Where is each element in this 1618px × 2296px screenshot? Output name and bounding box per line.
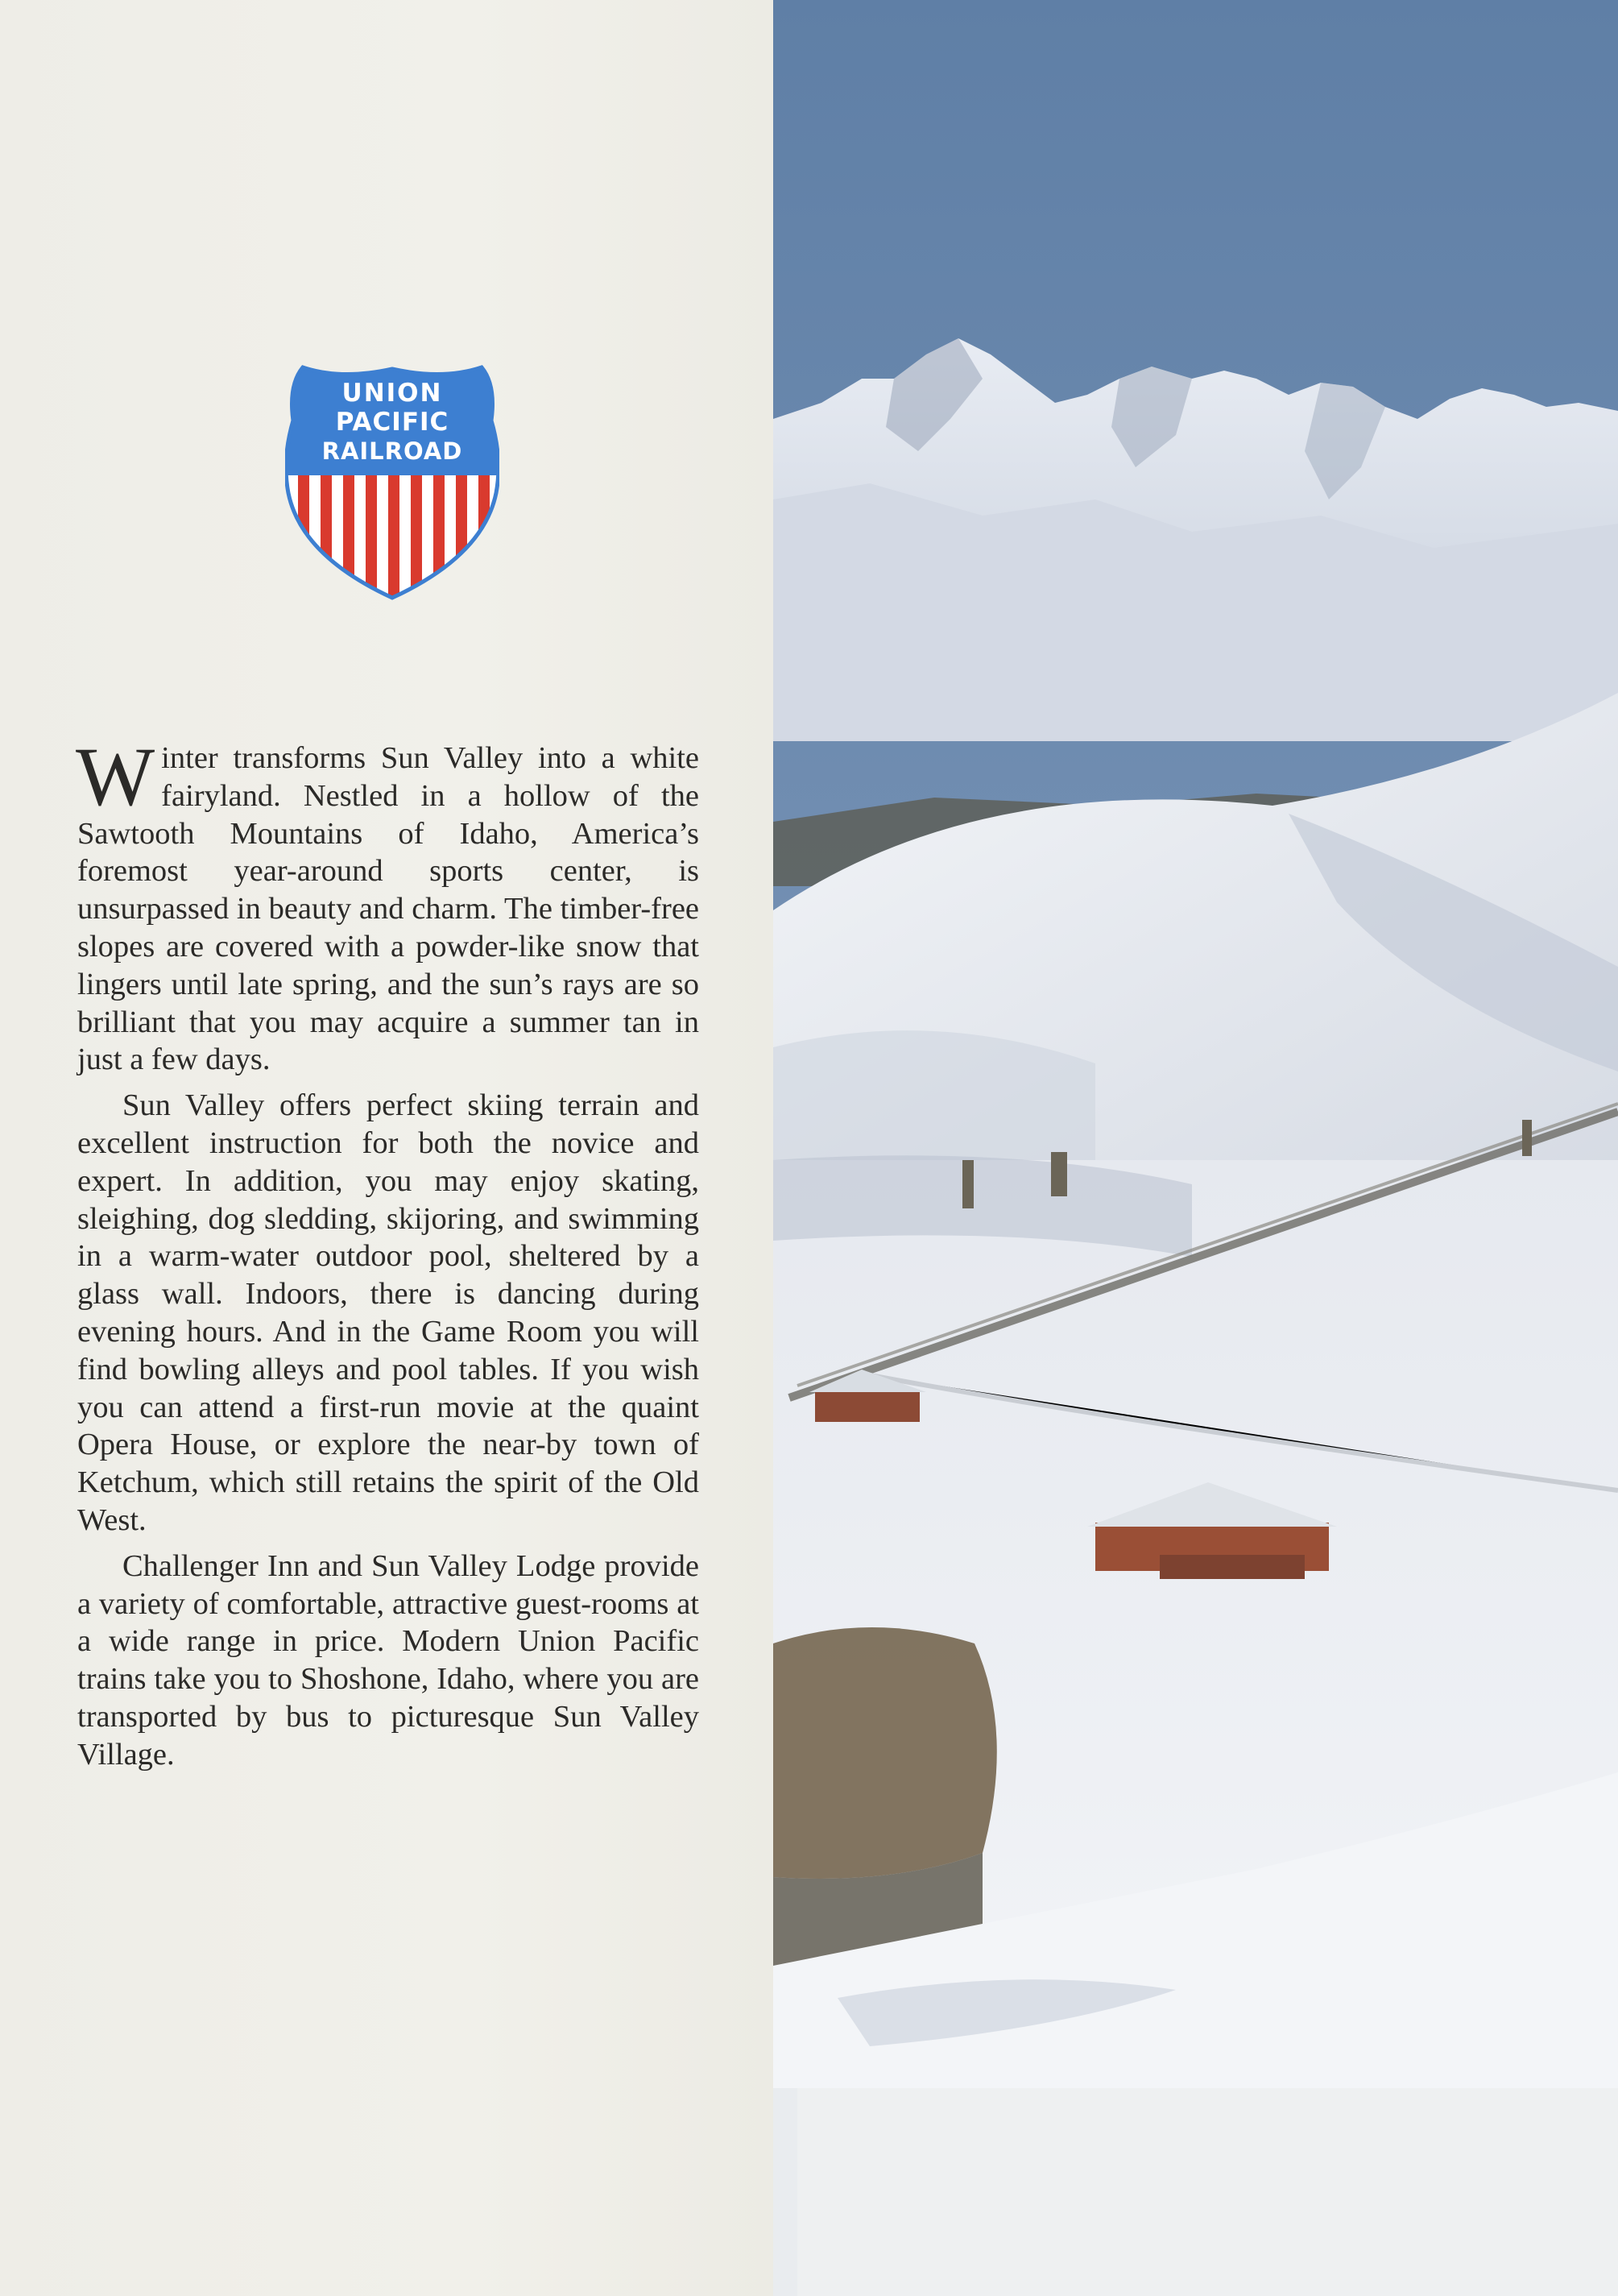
article-text: [76, 731, 699, 1782]
svg-text:UNION: UNION: [341, 379, 443, 408]
paragraph-2: Sun Valley offers perfect skiing terrain and excellent instruction for both the novice and expert. In addition, you may enjoy skating, sleighing, dog sledding, skijoring, and swimming in a warm-water outdoor pool, sheltered by a glass wall. Indoors, there is dancing during evening hours. And in the Game Room you will find bowling alleys and pool tables. If you wish you can attend a first-run movie at the quaint Opera House, or explore the near-by town of Ketchum, which still retains the spirit of the Old West.: [77, 1088, 699, 1537]
drop-cap: W: [76, 731, 155, 823]
winter-valley-photo: [773, 0, 1618, 2088]
photo-bottom-margin: [797, 2088, 1618, 2296]
svg-text:RAILROAD: RAILROAD: [321, 437, 463, 465]
union-pacific-shield-logo: [285, 364, 499, 601]
paragraph-1: [76, 731, 699, 1079]
svg-text:PACIFIC: PACIFIC: [335, 408, 449, 437]
paragraph-1-text: inter transforms Sun Valley into a white fairyland. Nestled in a hollow of the Sawtooth Mountains of Idaho, America’s foremost year-around sports center, is unsurpassed in beauty and charm. The timber-free slopes are covered with a powder-like snow that lingers until late spring, and the sun’s rays are so brilliant that you may acquire a summer tan in just a few days.: [77, 741, 699, 1077]
paragraph-3: Challenger Inn and Sun Valley Lodge provide a variety of comfortable, attractive guest-rooms at a wide range in price. Modern Union Pacific trains take you to Shoshone, Idaho, where you are transported by bus to picturesque Sun Valley Village.: [77, 1548, 699, 1772]
